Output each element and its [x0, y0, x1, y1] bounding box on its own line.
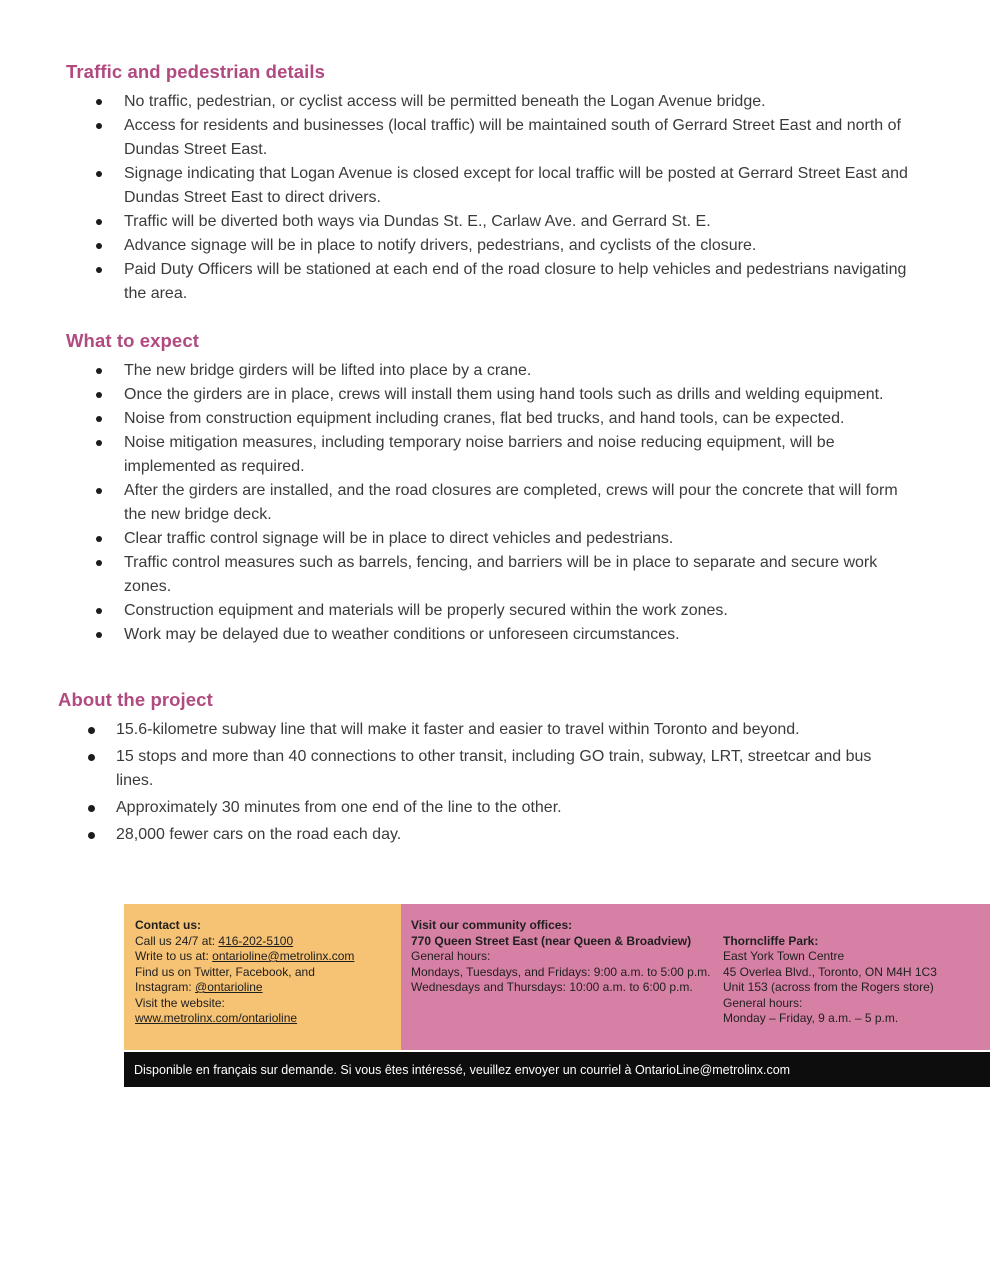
office-thorncliffe-park — [723, 934, 990, 1039]
office-name: Thorncliffe Park: — [723, 933, 819, 948]
contact-line-website — [135, 1011, 389, 1027]
contact-line-social: Find us on Twitter, Facebook, and — [135, 964, 315, 979]
section-what-to-expect — [66, 330, 990, 647]
list-item: Advance signage will be in place to notify drivers, pedestrians, and cyclists of the closure. — [124, 234, 914, 258]
contact-us-title: Contact us: — [135, 918, 201, 932]
offices-title: Visit our community offices: — [411, 918, 573, 932]
list-item: No traffic, pedestrian, or cyclist access will be permitted beneath the Logan Avenue bridge. — [124, 90, 914, 114]
office-queen-street — [411, 918, 711, 1038]
office-line: Monday – Friday, 9 a.m. – 5 p.m. — [723, 1011, 899, 1025]
list-item: The new bridge girders will be lifted into place by a crane. — [124, 359, 914, 383]
bullet-list — [66, 359, 914, 647]
list-item: Access for residents and businesses (local traffic) will be maintained south of Gerrard Street East and north of Dundas Street East. — [124, 114, 914, 162]
list-item: Traffic will be diverted both ways via Dundas St. E., Carlaw Ave. and Gerrard St. E. — [124, 210, 914, 234]
website-link[interactable]: www.metrolinx.com/ontarioline — [135, 1011, 298, 1025]
section-about-the-project — [58, 689, 990, 847]
contact-line-text: Write to us at: — [135, 949, 213, 963]
list-item: Noise from construction equipment including cranes, flat bed trucks, and hand tools, can be expected. — [124, 407, 914, 431]
bullet-list — [66, 90, 914, 306]
list-item: Noise mitigation measures, including temporary noise barriers and noise reducing equipment, will be implemented as required. — [124, 431, 914, 479]
list-item: Approximately 30 minutes from one end of the line to the other. — [116, 796, 906, 820]
list-item: 15 stops and more than 40 connections to other transit, including GO train, subway, LRT, streetcar and bus lines. — [116, 745, 906, 793]
contact-line-website-label: Visit the website: — [135, 995, 225, 1010]
office-line: Wednesdays and Thursdays: 10:00 a.m. to 6:00 p.m. — [411, 980, 693, 994]
french-language-bar: Disponible en français sur demande. Si vous êtes intéressé, veuillez envoyer un courriel à OntarioLine@metrolinx.com — [124, 1052, 990, 1087]
list-item: Construction equipment and materials will be properly secured within the work zones. — [124, 599, 914, 623]
office-line: Mondays, Tuesdays, and Fridays: 9:00 a.m. to 5:00 p.m. — [411, 964, 711, 979]
office-name: 770 Queen Street East (near Queen & Broadview) — [411, 933, 692, 948]
email-link[interactable]: ontarioline@metrolinx.com — [212, 949, 355, 963]
instagram-handle-link[interactable]: @ontarioline — [195, 980, 263, 994]
contact-line-phone — [135, 934, 389, 950]
list-item: 15.6-kilometre subway line that will make it faster and easier to travel within Toronto and beyond. — [116, 718, 906, 742]
phone-link[interactable]: 416-202-5100 — [218, 933, 294, 948]
list-item: Signage indicating that Logan Avenue is closed except for local traffic will be posted at Gerrard Street East and Dundas Street East to direct drivers. — [124, 162, 914, 210]
list-item: 28,000 fewer cars on the road each day. — [116, 823, 906, 847]
section-heading: About the project — [58, 689, 213, 710]
list-item: Clear traffic control signage will be in place to direct vehicles and pedestrians. — [124, 527, 914, 551]
section-traffic-and-pedestrian-details — [66, 61, 990, 306]
contact-us-box — [124, 904, 401, 1050]
contact-line-instagram — [135, 980, 389, 996]
bullet-list — [58, 718, 906, 847]
office-line: Unit 153 (across from the Rogers store) — [723, 980, 934, 994]
footer-info-boxes — [124, 904, 990, 1050]
list-item: Work may be delayed due to weather conditions or unforeseen circumstances. — [124, 623, 914, 647]
list-item: After the girders are installed, and the road closures are completed, crews will pour the concrete that will form the new bridge deck. — [124, 479, 914, 527]
office-line: General hours: — [723, 995, 803, 1010]
contact-line-text: Call us 24/7 at: — [135, 933, 219, 948]
contact-line-text: Instagram: — [135, 980, 196, 994]
community-offices-box — [401, 904, 990, 1050]
office-line: East York Town Centre — [723, 949, 845, 963]
contact-line-email — [135, 949, 389, 965]
office-line: General hours: — [411, 949, 491, 963]
section-heading: What to expect — [66, 330, 199, 351]
list-item: Traffic control measures such as barrels, fencing, and barriers will be in place to separate and secure work zones. — [124, 551, 914, 599]
section-heading: Traffic and pedestrian details — [66, 61, 325, 82]
office-line: 45 Overlea Blvd., Toronto, ON M4H 1C3 — [723, 964, 937, 979]
list-item: Once the girders are in place, crews will install them using hand tools such as drills and welding equipment. — [124, 383, 914, 407]
list-item: Paid Duty Officers will be stationed at each end of the road closure to help vehicles and pedestrians navigating the area. — [124, 258, 914, 306]
